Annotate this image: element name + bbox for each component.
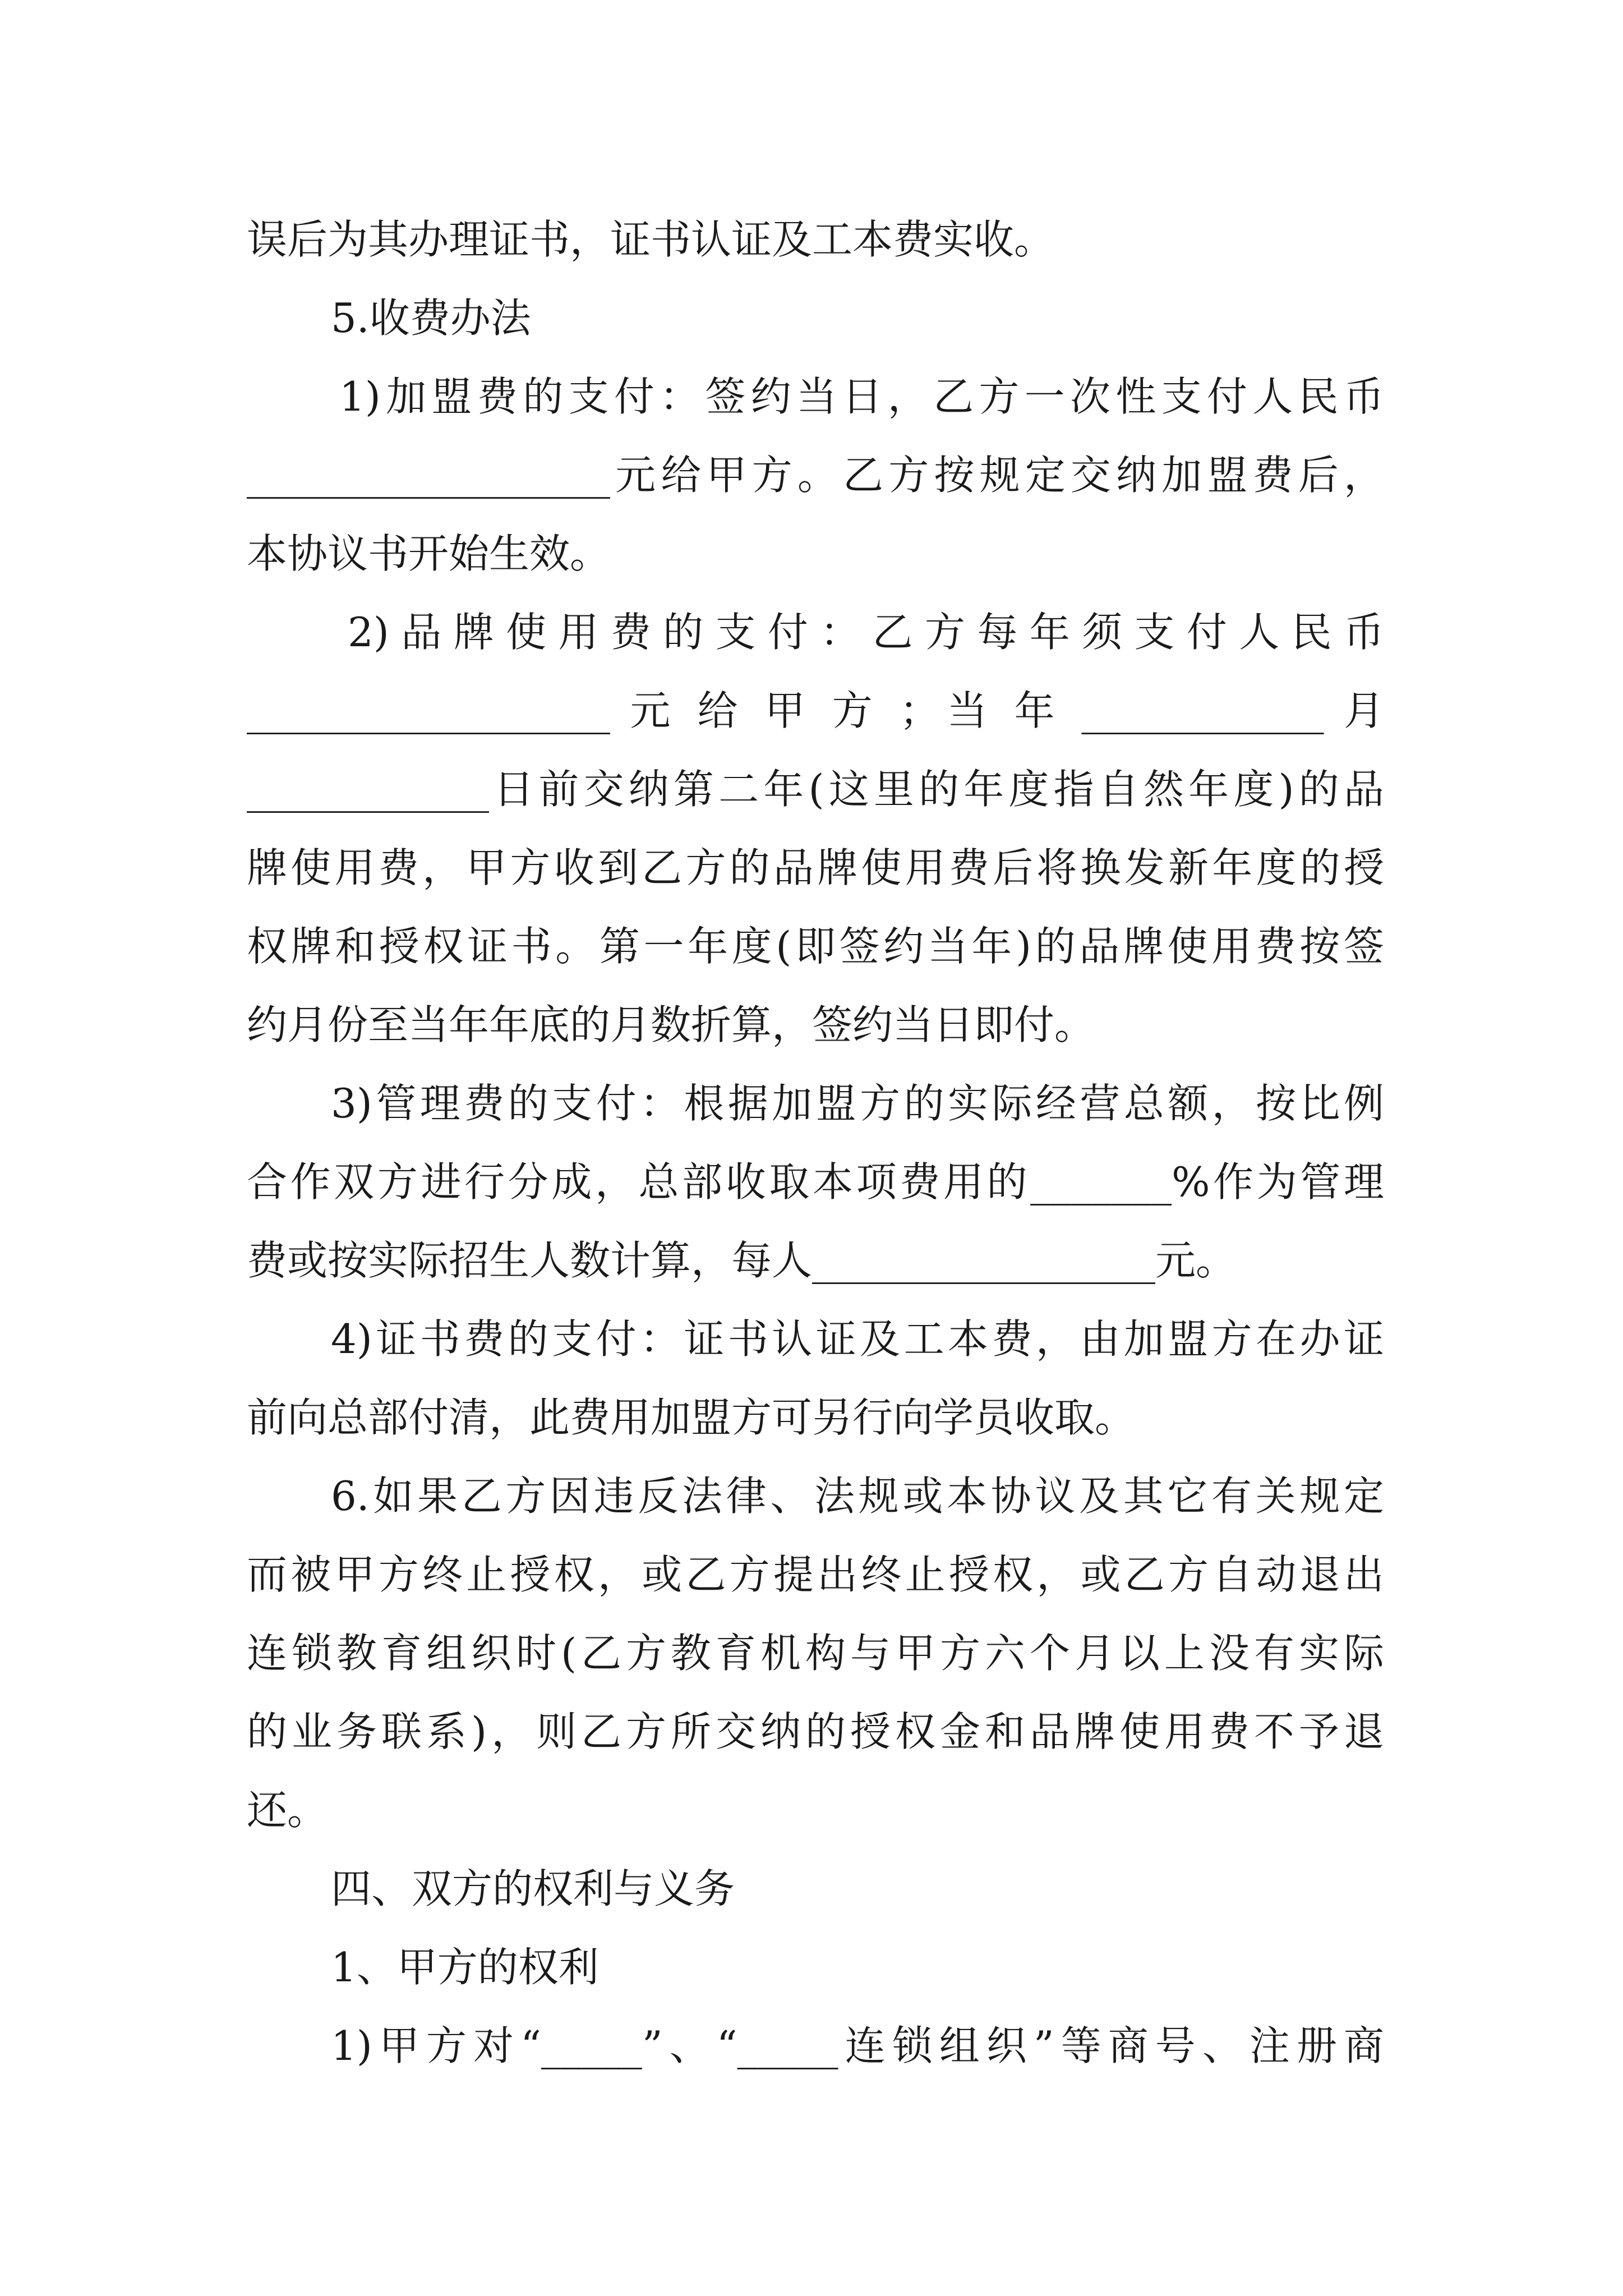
- text-line: 牌使用费，甲方收到乙方的品牌使用费后将换发新年度的授: [247, 844, 1384, 891]
- text-line: 本协议书开始生效。: [247, 530, 611, 577]
- section-heading: 四、双方的权利与义务: [331, 1865, 735, 1912]
- text-line: 费或按实际招生人数计算，每人_________________元。: [247, 1237, 1237, 1284]
- text-line: 权牌和授权证书。第一年度(即签约当年)的品牌使用费按签: [247, 923, 1384, 970]
- text-line: 约月份至当年年底的月数折算，签约当日即付。: [247, 1001, 1095, 1048]
- text-line: 前向总部付清，此费用加盟方可另行向学员收取。: [247, 1394, 1136, 1441]
- text-line: 的业务联系)，则乙方所交纳的授权金和品牌使用费不予退: [247, 1708, 1384, 1755]
- text-line: 3)管理费的支付：根据加盟方的实际经营总额，按比例: [331, 1080, 1384, 1127]
- text-line: ____________日前交纳第二年(这里的年度指自然年度)的品: [247, 766, 1384, 813]
- text-line: 合作双方进行分成，总部收取本项费用的_______%作为管理: [247, 1158, 1384, 1205]
- text-line: __________________元给甲方。乙方按规定交纳加盟费后，: [247, 452, 1384, 499]
- text-line: 5.收费办法: [331, 295, 531, 342]
- text-line: 6.如果乙方因违反法律、法规或本协议及其它有关规定: [331, 1473, 1384, 1520]
- subsection-heading: 1、甲方的权利: [331, 1944, 599, 1991]
- text-line: 还。: [247, 1787, 328, 1834]
- text-line: 误后为其办理证书，证书认证及工本费实收。: [247, 216, 1055, 263]
- text-line: 而被甲方终止授权，或乙方提出终止授权，或乙方自动退出: [247, 1551, 1384, 1598]
- text-line: 1)甲方对“_____”、“_____连锁组织”等商号、注册商: [331, 2022, 1384, 2069]
- text-line: 连锁教育组织时(乙方教育机构与甲方六个月以上没有实际: [247, 1630, 1384, 1677]
- text-line: 2)品牌使用费的支付：乙方每年须支付人民币: [348, 609, 1384, 656]
- text-line: __________________ 元 给 甲 方 ；当 年 ____________ 月: [247, 687, 1384, 734]
- text-line: 1)加盟费的支付：签约当日，乙方一次性支付人民币: [339, 373, 1384, 420]
- text-line: 4)证书费的支付：证书认证及工本费，由加盟方在办证: [331, 1315, 1384, 1363]
